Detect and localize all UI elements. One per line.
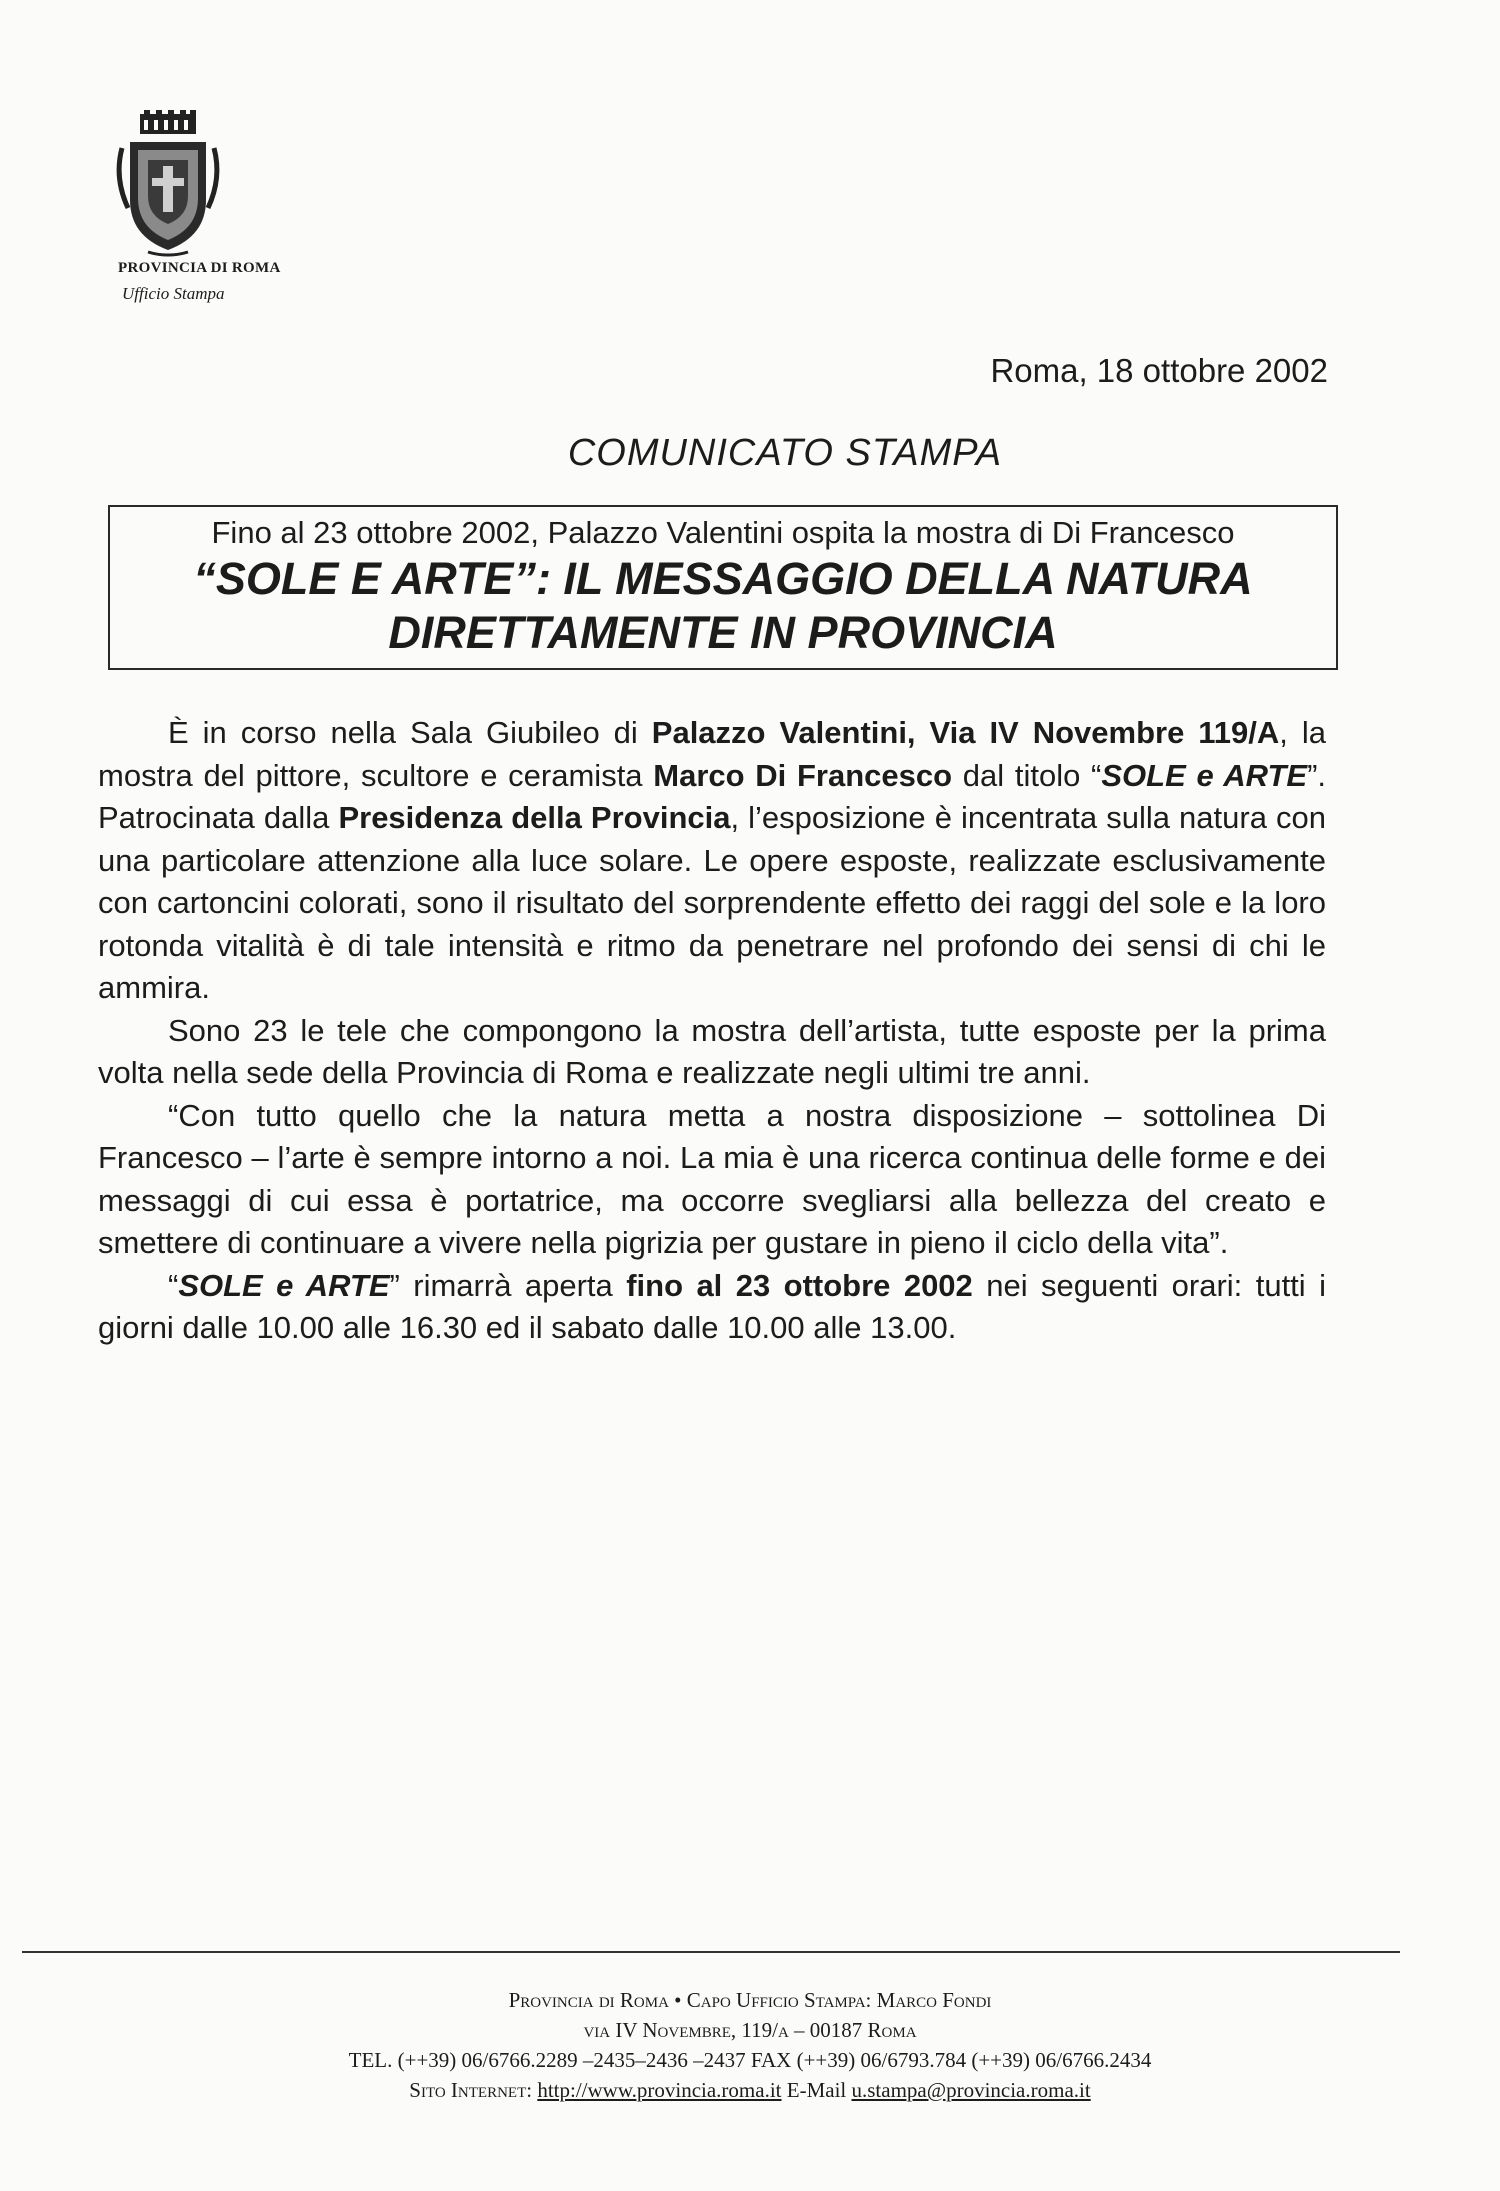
p4-text: nei seguenti orari: tutti i giorni dalle 10.00 alle 16.30 ed il sabato dalle 10.00 alle 13.00.: [98, 1267, 1326, 1345]
document-type: COMUNICATO STAMPA: [567, 432, 1003, 474]
website-link[interactable]: http://www.provincia.roma.it: [537, 2078, 782, 2102]
p1-artist: Marco Di Francesco: [653, 757, 953, 793]
article-body: [98, 712, 1326, 1350]
footer-line-4: [0, 2075, 1500, 2105]
email-link[interactable]: u.stampa@provincia.roma.it: [851, 2078, 1091, 2102]
p1-text: dal titolo “: [952, 757, 1102, 793]
p1-exhibition-title: SOLE e ARTE: [1101, 757, 1308, 793]
headline-box: [108, 505, 1338, 670]
footer: [0, 1985, 1500, 2105]
date-line: Roma, 18 ottobre 2002: [990, 352, 1328, 389]
headline-title-line-1: “SOLE E ARTE”: IL MESSAGGIO DELLA NATURA: [193, 553, 1253, 604]
org-office: Ufficio Stampa: [122, 284, 225, 303]
p1-text: , la mostra del pittore, scultore e ceramista: [98, 715, 1327, 793]
p4-text: “: [168, 1267, 179, 1303]
coat-of-arms-icon: [108, 108, 228, 258]
p1-text: , l’esposizione è incentrata sulla natura con una particolare attenzione alla luce solare. Le opere esposte, realizzate esclusivamente con cartoncini colorati, sono il risultato del sorprendente effetto dei raggi del sole e la loro rotonda vitalità è di tale intensità e ritmo da penetrare nel profondo dei sensi di chi le ammira.: [98, 800, 1326, 1005]
footer-divider: [22, 1951, 1400, 1953]
headline-subhead: Fino al 23 ottobre 2002, Palazzo Valentini ospita la mostra di Di Francesco: [211, 515, 1235, 550]
p4-exhibition-title: SOLE e ARTE: [178, 1267, 390, 1303]
email-label: E-Mail: [781, 2078, 852, 2102]
paragraph-2: Sono 23 le tele che compongono la mostra dell’artista, tutte esposte per la prima volta nella sede della Provincia di Roma e realizzate negli ultimi tre anni.: [98, 1012, 1326, 1090]
footer-line-3: TEL. (++39) 06/6766.2289 –2435–2436 –2437 FAX (++39) 06/6793.784 (++39) 06/6766.2434: [348, 2048, 1152, 2072]
p1-venue: Palazzo Valentini, Via IV Novembre 119/A: [651, 715, 1280, 750]
p1-sponsor: Presidenza della Provincia: [338, 800, 731, 835]
paragraph-4: [98, 1265, 1326, 1350]
p4-end-date: fino al 23 ottobre 2002: [626, 1267, 973, 1303]
paragraph-1: [98, 712, 1326, 1010]
paragraph-3: “Con tutto quello che la natura metta a nostra disposizione – sottolinea Di Francesco – l’arte è sempre intorno a noi. La mia è una ricerca continua delle forme e dei messaggi di cui essa è portatrice, ma occorre svegliarsi alla bellezza del creato e smettere di continuare a vivere nella pigrizia per gustare in pieno il ciclo della vita”.: [98, 1097, 1326, 1260]
p1-text: ”. Patrocinata dalla: [98, 757, 1327, 835]
p4-text: ” rimarrà aperta: [389, 1267, 627, 1303]
footer-line-2: via IV Novembre, 119/a – 00187 Roma: [583, 2018, 917, 2042]
site-label: Sito Internet:: [409, 2078, 538, 2102]
p1-text: È in corso nella Sala Giubileo di: [168, 715, 652, 750]
org-name: PROVINCIA DI ROMA: [118, 260, 281, 276]
headline-title-line-2: DIRETTAMENTE IN PROVINCIA: [388, 607, 1058, 658]
footer-line-1: Provincia di Roma • Capo Ufficio Stampa: Marco Fondi: [508, 1988, 992, 2012]
